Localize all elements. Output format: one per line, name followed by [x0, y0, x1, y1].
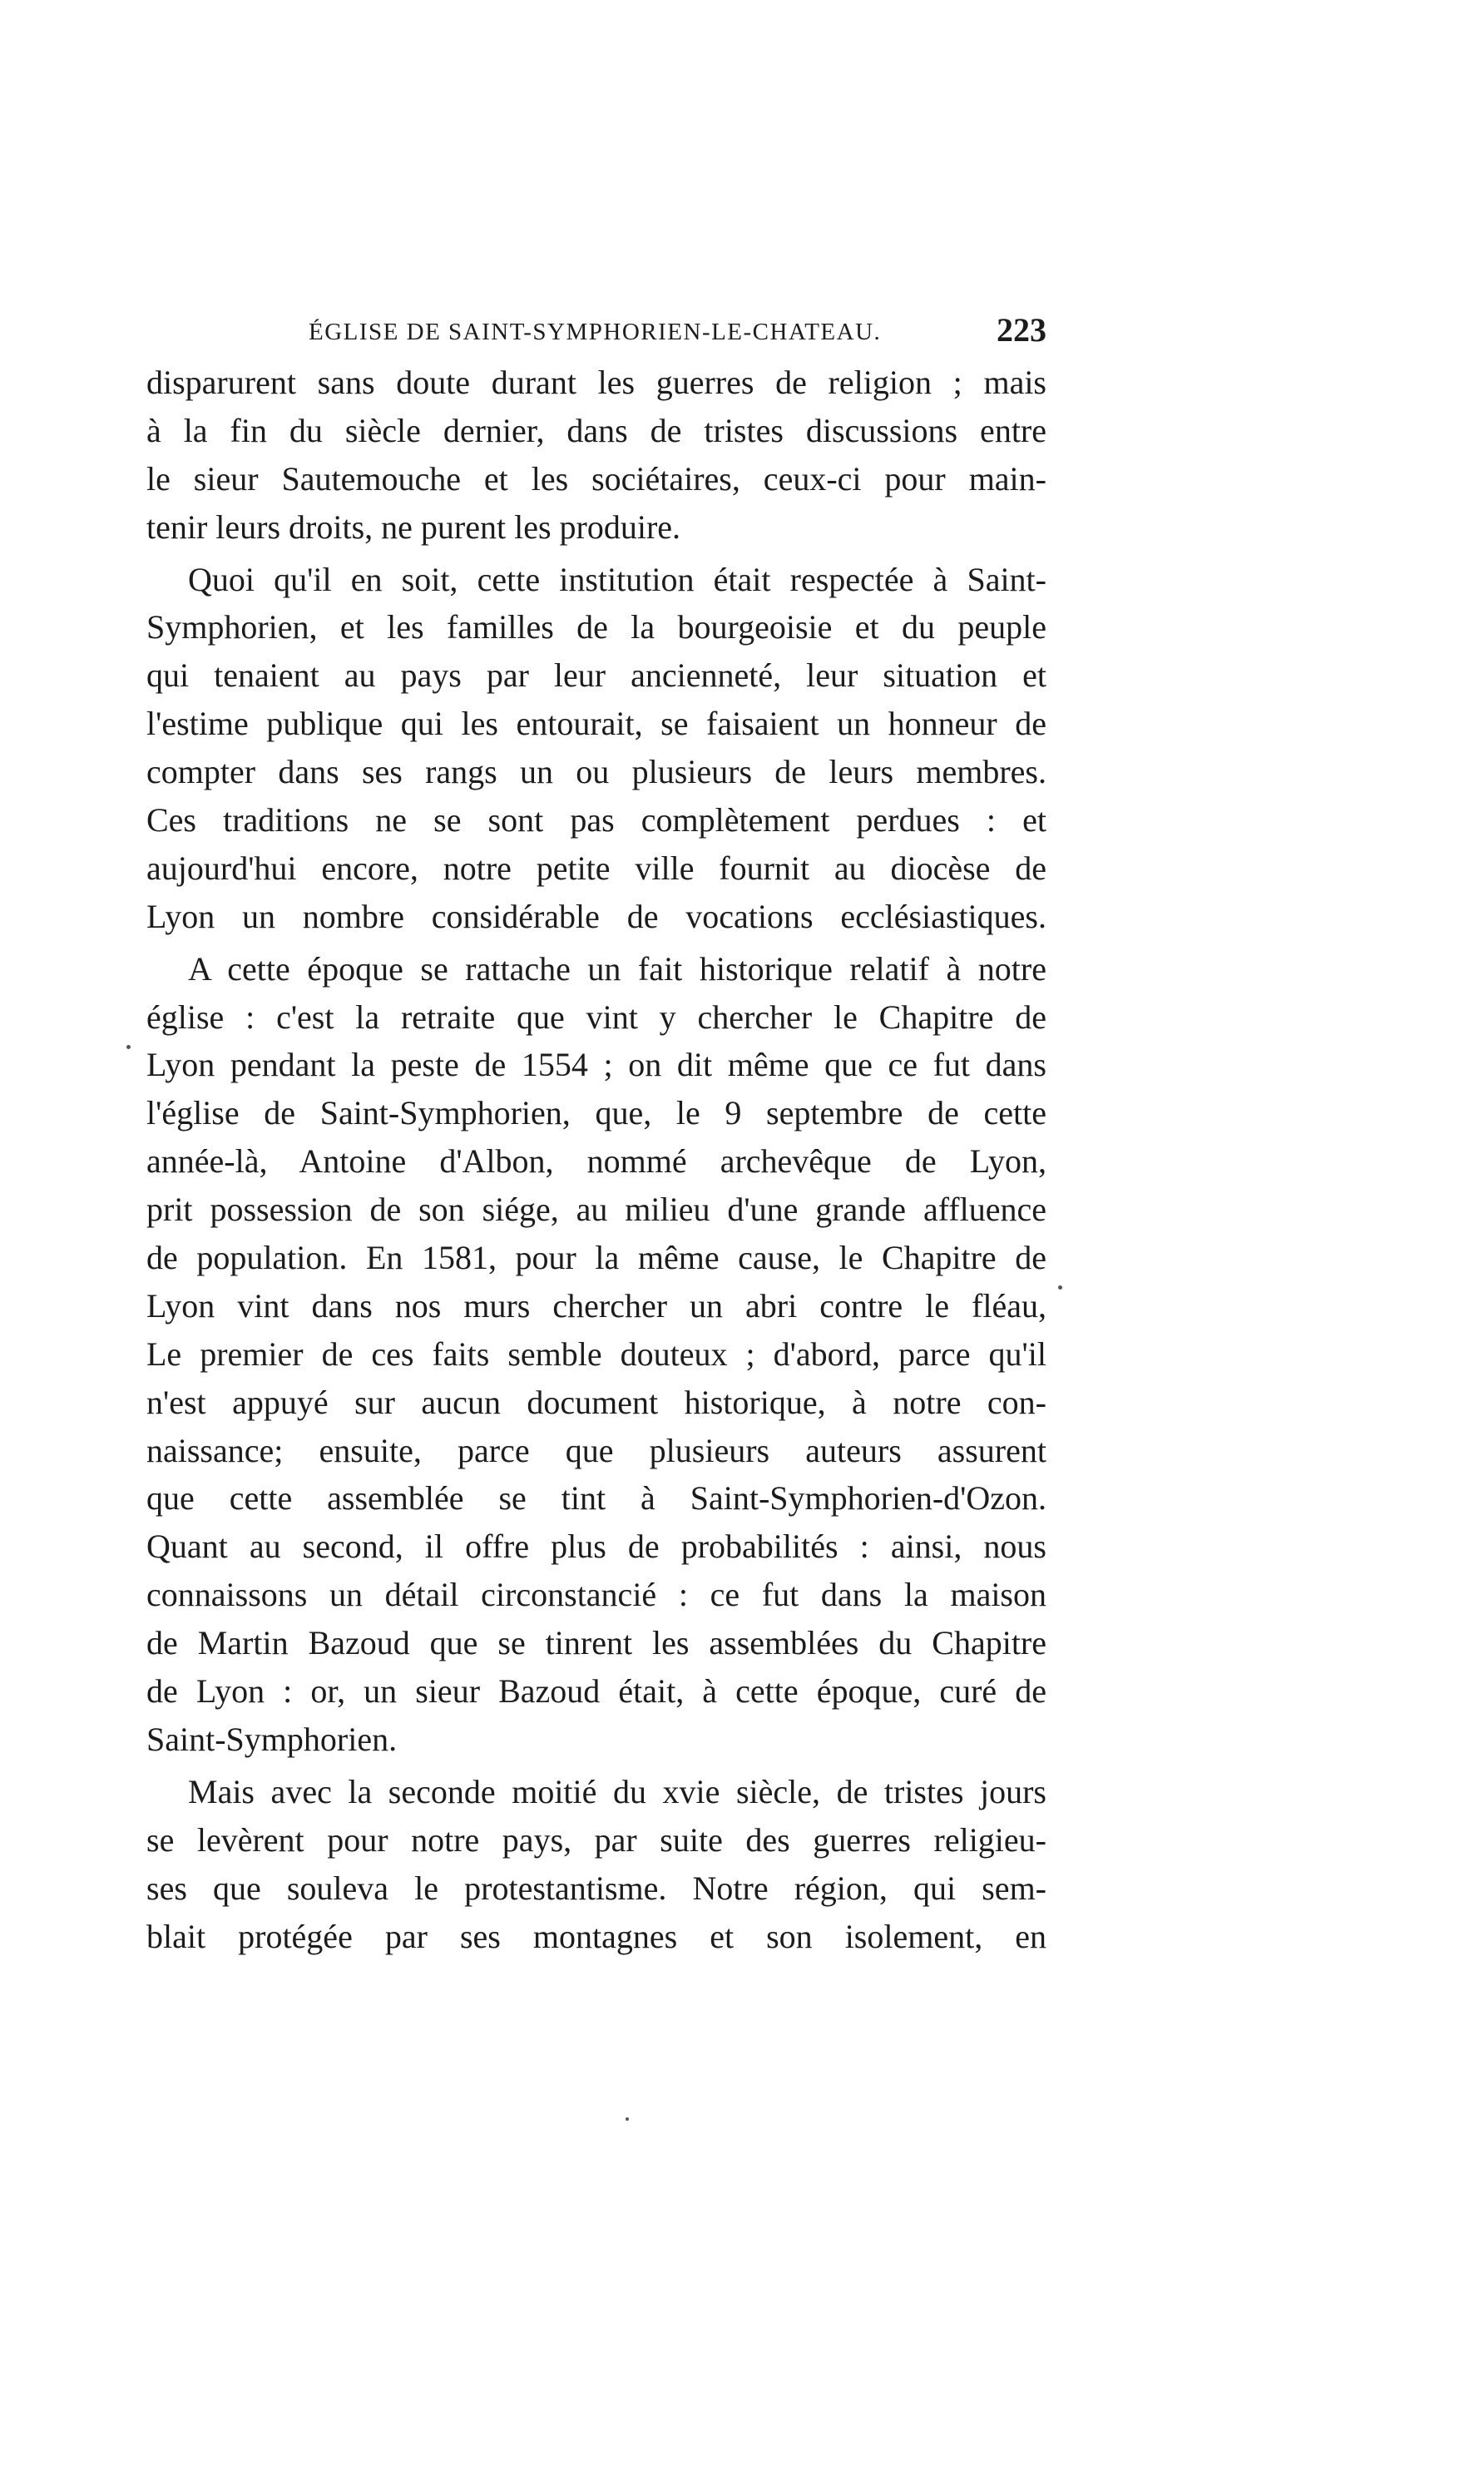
text-line: de Martin Bazoud que se tinrent les assemblées du Chapitre [146, 1624, 1046, 1662]
text-line: église : c'est la retraite que vint y chercher le Chapitre de [146, 998, 1046, 1036]
text-line: qui tenaient au pays par leur ancienneté, leur situation et [146, 656, 1046, 695]
text-line: Lyon un nombre considérable de vocations ecclésiastiques. [146, 897, 1046, 935]
text-line: connaissons un détail circonstancié : ce fut dans la maison [146, 1576, 1046, 1614]
text-line: Mais avec la seconde moitié du xvie siècle, de tristes jours [188, 1772, 1046, 1810]
text-line: l'église de Saint-Symphorien, que, le 9 septembre de cette [146, 1094, 1046, 1132]
text-line: Saint-Symphorien. [146, 1720, 398, 1758]
text-line: Symphorien, et les familles de la bourgeoisie et du peuple [146, 608, 1046, 646]
text-line: que cette assemblée se tint à Saint-Symphorien-d'Ozon. [146, 1479, 1046, 1518]
text-line: année-là, Antoine d'Albon, nommé archevêque de Lyon, [146, 1142, 1046, 1181]
text-line: n'est appuyé sur aucun document historique, à notre con- [146, 1383, 1046, 1421]
page-number: 223 [997, 311, 1046, 349]
text-line: Ces traditions ne se sont pas complètement perdues : et [146, 801, 1046, 839]
text-line: de population. En 1581, pour la même cause, le Chapitre de [146, 1239, 1046, 1277]
paragraph [146, 556, 1046, 941]
print-speck [626, 2117, 629, 2121]
text-line: tenir leurs droits, ne purent les produire. [146, 508, 681, 546]
text-line: ses que souleva le protestantisme. Notre région, qui sem- [146, 1869, 1046, 1907]
paragraph [146, 359, 1046, 552]
text-line: blait protégée par ses montagnes et son isolement, en [146, 1917, 1046, 1955]
paragraph [146, 945, 1046, 1764]
text-line: naissance; ensuite, parce que plusieurs auteurs assurent [146, 1431, 1046, 1469]
print-speck [126, 1045, 131, 1049]
body-text [146, 359, 1046, 1960]
text-line: compter dans ses rangs un ou plusieurs de leurs membres. [146, 753, 1046, 791]
text-line: l'estime publique qui les entourait, se faisaient un honneur de [146, 705, 1046, 743]
text-line: de Lyon : or, un sieur Bazoud était, à cette époque, curé de [146, 1672, 1046, 1711]
text-line: se levèrent pour notre pays, par suite des guerres religieu- [146, 1820, 1046, 1859]
running-header [146, 304, 1046, 354]
text-line: prit possession de son siége, au milieu d'une grande affluence [146, 1191, 1046, 1229]
text-line: le sieur Sautemouche et les sociétaires, ceux-ci pour main- [146, 459, 1046, 498]
text-line: A cette époque se rattache un fait historique relatif à notre [188, 949, 1046, 988]
text-line: Le premier de ces faits semble douteux ; d'abord, parce qu'il [146, 1335, 1046, 1373]
text-line: à la fin du siècle dernier, dans de tristes discussions entre [146, 411, 1046, 449]
running-title: ÉGLISE DE SAINT-SYMPHORIEN-LE-CHATEAU. [309, 319, 882, 345]
text-line: disparurent sans doute durant les guerres de religion ; mais [146, 364, 1046, 401]
text-line: Lyon vint dans nos murs chercher un abri contre le fléau, [146, 1286, 1046, 1325]
print-speck [1058, 1285, 1062, 1290]
text-line: Quoi qu'il en soit, cette institution était respectée à Saint- [188, 560, 1046, 598]
paragraph [146, 1768, 1046, 1961]
text-line: Lyon pendant la peste de 1554 ; on dit même que ce fut dans [146, 1046, 1046, 1084]
text-line: Quant au second, il offre plus de probabilités : ainsi, nous [146, 1528, 1046, 1566]
text-line: aujourd'hui encore, notre petite ville fournit au diocèse de [146, 849, 1046, 887]
